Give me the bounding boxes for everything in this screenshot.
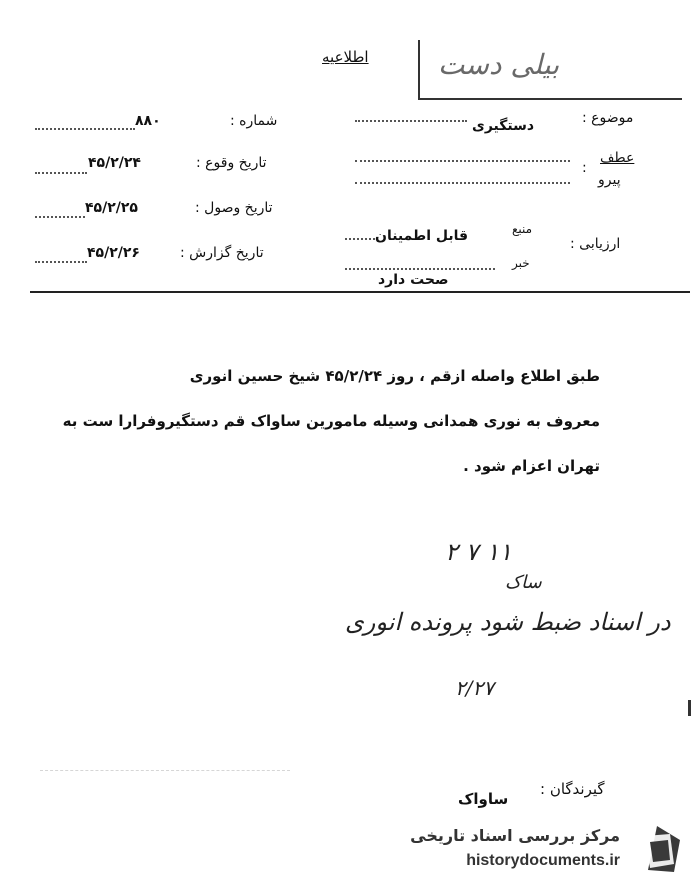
body-line-1: طبق اطلاع واصله ازقم ، روز ۴۵/۲/۲۴ شیخ حسین انوری <box>189 367 600 385</box>
classification-stamp <box>418 40 682 100</box>
margin-mark <box>688 700 691 716</box>
source-dots <box>345 238 375 240</box>
archive-name: مرکز بررسی اسناد تاریخی <box>410 826 620 845</box>
subject-dots <box>355 120 467 122</box>
body-line-2: معروف به نوری همدانی وسیله مامورین ساواک قم دستگیروفرارا ست به <box>62 412 600 430</box>
follow-label: پیرو <box>598 172 621 188</box>
document-title: اطلاعیه <box>322 48 369 66</box>
number-dots <box>35 128 135 130</box>
news-value: صحت دارد <box>378 272 449 288</box>
number-value: ۸۸۰ <box>135 113 161 129</box>
handwritten-note-2: ساک <box>505 572 542 593</box>
follow-dots <box>355 182 570 184</box>
number-label: شماره : <box>230 113 278 129</box>
news-label: خبر <box>512 256 530 270</box>
recipients-value: ساواک <box>458 790 509 808</box>
report-date-value: ۴۵/۲/۲۶ <box>87 245 140 261</box>
source-value: قابل اطمینان <box>375 228 469 244</box>
news-dots <box>345 268 495 270</box>
source-label: منبع <box>512 222 533 236</box>
receipt-date-dots <box>35 216 85 218</box>
body-line-3: تهران اعزام شود . <box>463 457 600 475</box>
evaluation-label: ارزیابی : <box>570 236 621 252</box>
reference-colon: : <box>582 160 587 176</box>
reference-dots <box>355 160 570 162</box>
handwritten-note-4: ۲/۲۷ <box>455 676 494 700</box>
reference-label: عطف <box>600 150 635 166</box>
scan-artifact <box>40 770 290 831</box>
report-date-label: تاریخ گزارش : <box>180 245 264 261</box>
subject-label: موضوع : <box>582 110 634 126</box>
archive-url: historydocuments.ir <box>466 852 620 869</box>
archive-logo-icon <box>630 822 684 876</box>
report-date-dots <box>35 261 87 263</box>
handwritten-note-1: ۱۱ ۷ ۲ <box>445 538 512 566</box>
stamp-text: بیلی دست <box>438 48 560 81</box>
receipt-date-value: ۴۵/۲/۲۵ <box>85 200 138 216</box>
subject-value: دستگیری <box>472 118 535 134</box>
handwritten-note-3: در اسناد ضبط شود پرونده انوری <box>345 608 671 636</box>
archive-watermark <box>412 818 690 880</box>
occurrence-date-label: تاریخ وقوع : <box>196 155 267 171</box>
receipt-date-label: تاریخ وصول : <box>195 200 273 216</box>
recipients-label: گیرندگان : <box>540 780 605 798</box>
occurrence-date-value: ۴۵/۲/۲۴ <box>88 155 141 171</box>
header-divider <box>30 291 690 293</box>
occurrence-date-dots <box>35 172 87 174</box>
